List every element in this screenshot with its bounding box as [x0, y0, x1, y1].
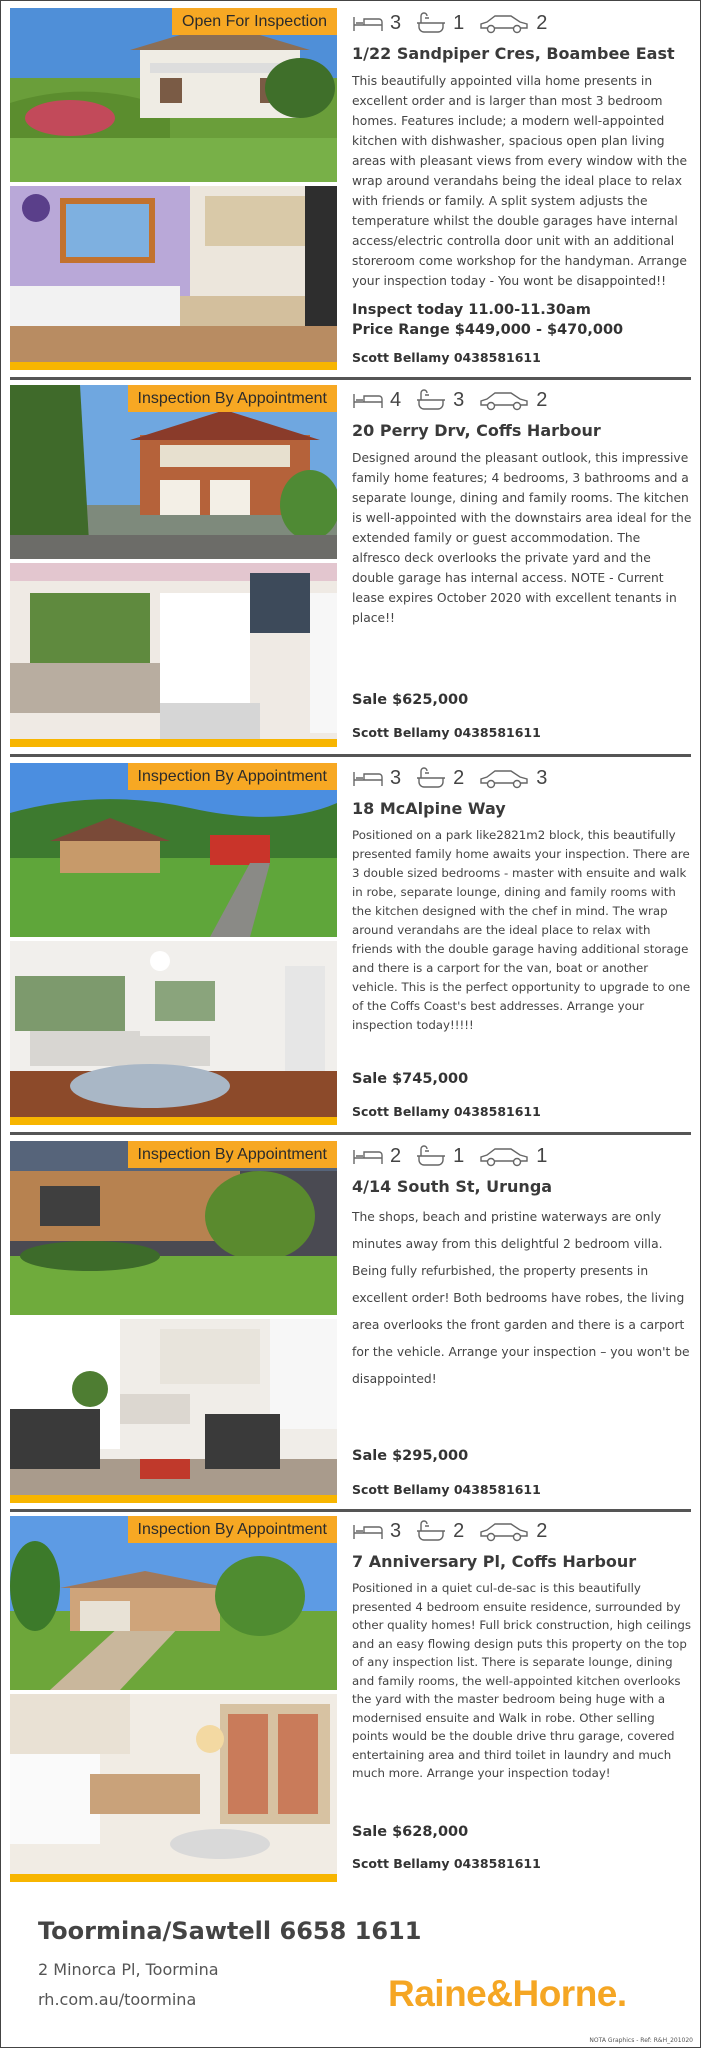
price-range: Price Range $449,000 - $470,000: [352, 322, 624, 338]
features-row: [352, 1516, 692, 1546]
car-count: 2: [536, 1519, 548, 1542]
bed-icon: [352, 768, 384, 788]
bed-count: 3: [390, 1519, 402, 1542]
features-row: [352, 8, 692, 38]
exterior-photo: [10, 1141, 337, 1315]
office-website[interactable]: rh.com.au/toormina: [38, 1990, 197, 2009]
property-address: 18 McAlpine Way: [352, 799, 506, 818]
inspection-badge: Open For Inspection: [172, 8, 337, 35]
inspection-badge: Inspection By Appointment: [128, 763, 337, 790]
property-description: Designed around the pleasant outlook, this impressive family home features; 4 bedrooms, 3 bathrooms and a separate lounge, dining and family rooms. The kitchen is well-appointed with the downstairs area ideal for the extended family or guest accommodation. The alfresco deck overlooks the private yard and the double garage has internal access. NOTE - Current lease expires October 2020 with excellent tenants in place!!: [352, 451, 692, 625]
features-row: [352, 763, 692, 793]
agent-contact: Scott Bellamy 0438581611: [352, 725, 541, 740]
bath-count: 2: [453, 1519, 465, 1542]
price-block: [352, 1069, 468, 1089]
property-address: 1/22 Sandpiper Cres, Boambee East: [352, 44, 675, 63]
agent-contact: Scott Bellamy 0438581611: [352, 1856, 541, 1871]
car-count: 1: [536, 1144, 548, 1167]
car-icon: [478, 12, 530, 34]
car-icon: [478, 1145, 530, 1167]
bath-count: 2: [453, 766, 465, 789]
listing-2[interactable]: [10, 385, 691, 747]
bathrooms: [415, 767, 464, 790]
car-icon: [478, 1520, 530, 1542]
kitchen-photo: [10, 563, 337, 739]
bed-icon: [352, 13, 384, 33]
listing-1[interactable]: [10, 8, 691, 370]
agent-contact: Scott Bellamy 0438581611: [352, 1104, 541, 1119]
bathrooms: [415, 12, 464, 35]
bedrooms: [352, 12, 401, 35]
features-row: [352, 1141, 692, 1171]
property-description: Positioned on a park like2821m2 block, this beautifully presented family home awaits your inspection. There are 3 double sized bedrooms - master with ensuite and walk in robe, separate lounge, dining and family rooms with the kitchen designed with the chef in mind. The wrap around verandahs are the ideal place to relax with friends with the double garage having additional storage and there is a carport for the van, boat or another vehicle. This is the perfect opportunity to upgrade to one of the Coffs Coast's best addresses. Arrange your inspection today!!!!!: [352, 828, 691, 1032]
bed-icon: [352, 1146, 384, 1166]
exterior-photo: [10, 1516, 337, 1690]
accent-bar: [10, 1117, 337, 1125]
bed-count: 4: [390, 388, 402, 411]
inspection-badge: Inspection By Appointment: [128, 1141, 337, 1168]
divider: [10, 1132, 691, 1135]
exterior-photo: [10, 763, 337, 937]
office-name-phone: Toormina/Sawtell 6658 1611: [38, 1917, 422, 1945]
listing-4[interactable]: [10, 1141, 691, 1503]
living-room-photo: [10, 1319, 337, 1495]
listing-info: [352, 1141, 692, 1393]
bath-icon: [415, 12, 447, 34]
car-spaces: [478, 389, 547, 412]
bedrooms: [352, 1145, 401, 1168]
sale-price: Sale $625,000: [352, 692, 469, 708]
bath-icon: [415, 767, 447, 789]
divider: [10, 377, 691, 380]
inspection-badge: Inspection By Appointment: [128, 1516, 337, 1543]
sale-price: Sale $295,000: [352, 1448, 469, 1464]
kitchen-photo: [10, 186, 337, 362]
listing-info: [352, 8, 692, 291]
bath-count: 1: [453, 1144, 465, 1167]
car-spaces: [478, 1520, 547, 1543]
features-row: [352, 385, 692, 415]
agent-contact: Scott Bellamy 0438581611: [352, 1482, 541, 1497]
office-address: 2 Minorca Pl, Toormina: [38, 1960, 219, 1979]
inspection-badge: Inspection By Appointment: [128, 385, 337, 412]
property-description: Positioned in a quiet cul-de-sac is this beautifully presented 4 bedroom ensuite residence, surrounded by other quality homes! Full brick construction, high ceilings and an easy flowing design puts this property on the top of any inspection list. There is separate lounge, dining and family rooms, the well-appointed kitchen overlooks the yard with the master bedroom being huge with a modernised ensuite and Walk in robe. Other selling points would be the double drive thru garage, covered entertaining area and third toilet in laundry and much much more. Arrange your inspection today!: [352, 1581, 691, 1780]
divider: [10, 1509, 691, 1512]
agent-contact: Scott Bellamy 0438581611: [352, 350, 541, 365]
property-description: This beautifully appointed villa home presents in excellent order and is larger than most 3 bedroom homes. Features include; a modern well-appointed kitchen with dishwasher, spacious open plan living areas with pleasant views from every window with the wrap around verandahs being the ideal place to relax with friends or family. A split system adjusts the temperature whilst the double garages have internal access/electric controlla door unit with an additional storeroom come workshop for the handyman. Arrange your inspection today - You wont be disappointed!!: [352, 74, 688, 288]
listing-3[interactable]: [10, 763, 691, 1125]
kitchen-photo: [10, 1694, 337, 1874]
bed-count: 3: [390, 766, 402, 789]
car-count: 2: [536, 11, 548, 34]
bed-count: 3: [390, 11, 402, 34]
price-block: [352, 690, 468, 710]
car-icon: [478, 389, 530, 411]
price-block: [352, 1446, 468, 1466]
inspection-time: Inspect today 11.00-11.30am: [352, 302, 591, 318]
sale-price: Sale $745,000: [352, 1071, 469, 1087]
accent-bar: [10, 1495, 337, 1503]
bedrooms: [352, 389, 401, 412]
bath-icon: [415, 389, 447, 411]
bed-icon: [352, 390, 384, 410]
bathrooms: [415, 1145, 464, 1168]
sale-price: Sale $628,000: [352, 1824, 469, 1840]
graphics-credit: NOTA Graphics - Ref: R&H_201020: [589, 2037, 693, 2044]
bath-count: 1: [453, 11, 465, 34]
living-room-photo: [10, 941, 337, 1117]
bathrooms: [415, 389, 464, 412]
accent-bar: [10, 1874, 337, 1882]
bedrooms: [352, 1520, 401, 1543]
bath-icon: [415, 1520, 447, 1542]
listing-info: [352, 385, 692, 628]
listing-info: [352, 1516, 692, 1783]
property-address: 4/14 South St, Urunga: [352, 1177, 553, 1196]
listing-5[interactable]: [10, 1516, 691, 1881]
divider: [10, 754, 691, 757]
bed-count: 2: [390, 1144, 402, 1167]
price-block: [352, 1822, 468, 1842]
bathrooms: [415, 1520, 464, 1543]
property-address: 7 Anniversary Pl, Coffs Harbour: [352, 1552, 637, 1571]
accent-bar: [10, 739, 337, 747]
property-address: 20 Perry Drv, Coffs Harbour: [352, 421, 601, 440]
bed-icon: [352, 1521, 384, 1541]
car-count: 3: [536, 766, 548, 789]
car-spaces: [478, 1145, 547, 1168]
exterior-photo: [10, 8, 337, 182]
car-count: 2: [536, 388, 548, 411]
exterior-photo: [10, 385, 337, 559]
car-spaces: [478, 12, 547, 35]
bath-icon: [415, 1145, 447, 1167]
bath-count: 3: [453, 388, 465, 411]
car-icon: [478, 767, 530, 789]
bedrooms: [352, 767, 401, 790]
listing-info: [352, 763, 692, 1035]
car-spaces: [478, 767, 547, 790]
accent-bar: [10, 362, 337, 370]
property-description: The shops, beach and pristine waterways are only minutes away from this delightful 2 bedroom villa. Being fully refurbished, the property presents in excellent order! Both bedrooms have robes, the living area overlooks the front garden and there is a carport for the vehicle. Arrange your inspection – you won't be disappointed!: [352, 1210, 690, 1386]
price-block: [352, 300, 623, 340]
raine-horne-logo: Raine&Horne.: [388, 1973, 627, 2014]
